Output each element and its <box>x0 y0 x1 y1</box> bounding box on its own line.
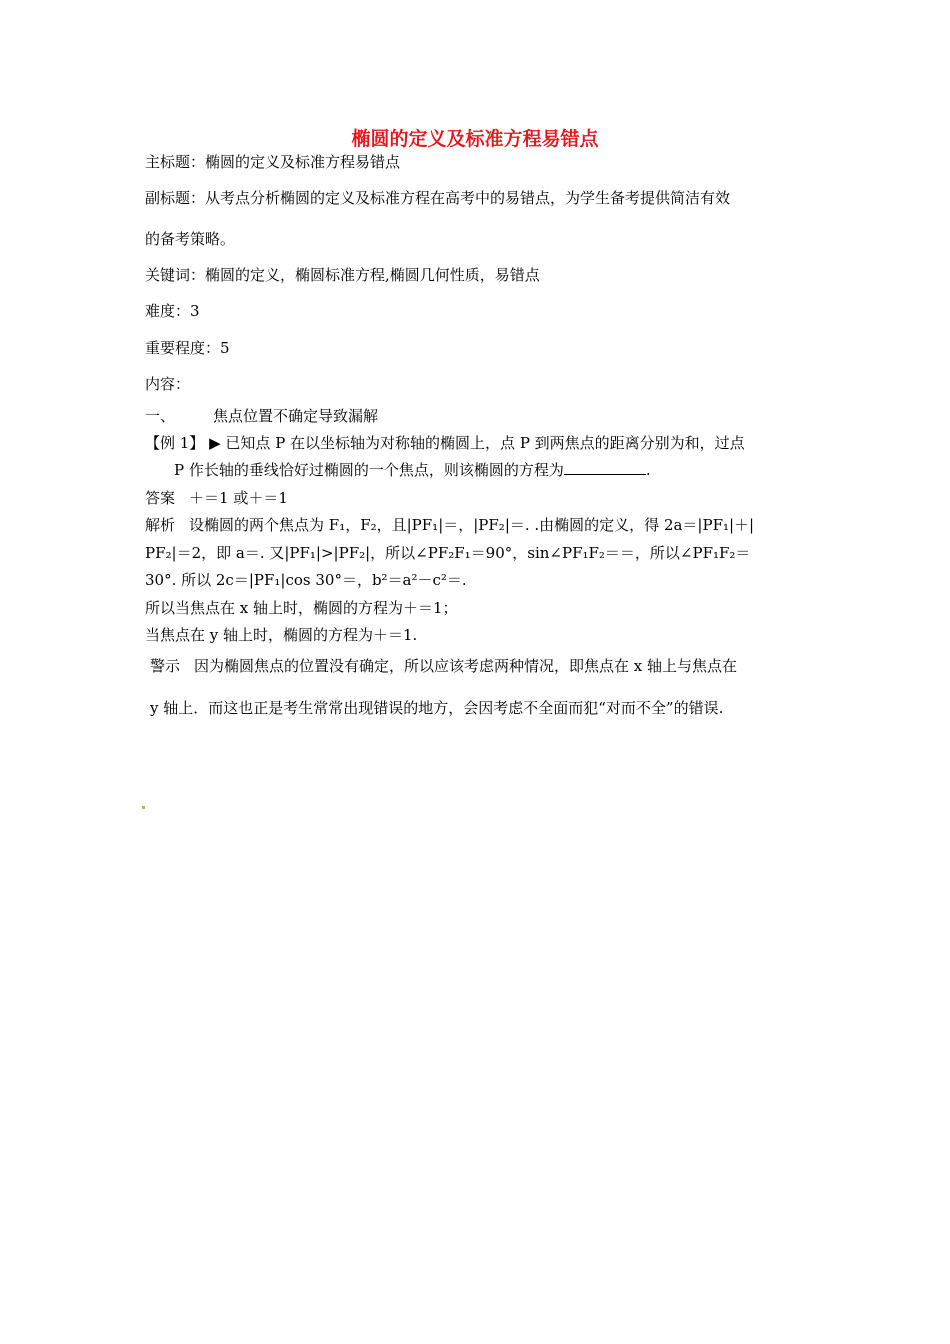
subtitle-line-1: 副标题：从考点分析椭圆的定义及标准方程在高考中的易错点，为学生备考提供简洁有效 <box>145 189 731 207</box>
answer-blank <box>564 460 646 475</box>
document-title: 椭圆的定义及标准方程易错点 <box>351 128 599 150</box>
analysis-line-2: PF₂|＝2，即 a＝. 又|PF₁|>|PF₂|，所以∠PF₂F₁＝90°，sin∠PF₁F₂＝＝，所以∠PF₁F₂＝ <box>145 544 751 562</box>
section-title: 焦点位置不确定导致漏解 <box>213 407 379 425</box>
section-number: 一、 <box>145 407 176 425</box>
answer-line <box>145 488 288 508</box>
subtitle-line-2: 的备考策略。 <box>145 230 236 248</box>
section-heading <box>145 406 378 426</box>
keywords-line: 关键词：椭圆的定义，椭圆标准方程,椭圆几何性质，易错点 <box>145 266 540 284</box>
answer-text: ＋＝1 或＋＝1 <box>189 489 288 507</box>
analysis-text-1: 设椭圆的两个焦点为 F₁，F₂，且|PF₁|＝，|PF₂|＝. .由椭圆的定义，得 2a＝|PF₁|＋| <box>189 516 755 534</box>
analysis-line-1 <box>145 515 754 535</box>
main-title-line: 主标题：椭圆的定义及标准方程易错点 <box>145 153 401 171</box>
conclusion-line-1: 所以当焦点在 x 轴上时，椭圆的方程为＋＝1； <box>145 599 458 617</box>
example-arrow-icon: ▶ <box>209 434 221 452</box>
importance-line: 重要程度：5 <box>145 339 230 357</box>
analysis-label: 解析 <box>145 516 176 534</box>
example-text-2-end: . <box>645 461 651 479</box>
stray-mark <box>142 806 145 809</box>
conclusion-line-2: 当焦点在 y 轴上时，椭圆的方程为＋＝1. <box>145 626 418 644</box>
example-line-2 <box>174 460 651 480</box>
analysis-line-3: 30°. 所以 2c＝|PF₁|cos 30°＝，b²＝a²－c²＝. <box>145 571 467 589</box>
difficulty-line: 难度：3 <box>145 302 200 320</box>
warning-text-1: 因为椭圆焦点的位置没有确定，所以应该考虑两种情况，即焦点在 x 轴上与焦点在 <box>194 657 738 675</box>
example-text-1: 已知点 P 在以坐标轴为对称轴的椭圆上，点 P 到两焦点的距离分别为和，过点 <box>225 434 745 452</box>
example-tag: 【例 1】 <box>145 434 205 452</box>
warning-line-1 <box>150 656 737 676</box>
warning-label: 警示 <box>150 657 181 675</box>
content-label: 内容： <box>145 375 191 393</box>
warning-line-2: y 轴上．而这也正是考生常常出现错误的地方，会因考虑不全面而犯“对而不全”的错误. <box>150 699 724 717</box>
example-line-1 <box>145 433 745 453</box>
example-text-2: P 作长轴的垂线恰好过椭圆的一个焦点，则该椭圆的方程为 <box>174 461 564 479</box>
answer-label: 答案 <box>145 489 176 507</box>
